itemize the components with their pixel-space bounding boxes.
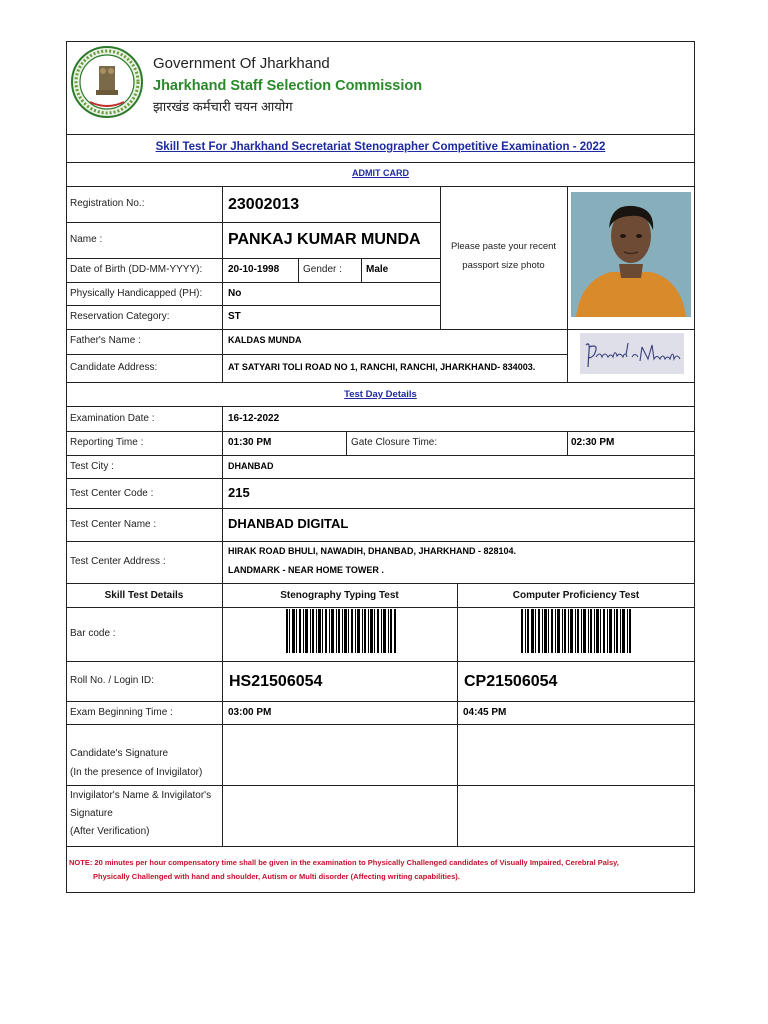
barcode-label: Bar code : bbox=[70, 628, 116, 639]
name-label: Name : bbox=[70, 234, 103, 245]
invigilator-label-2: Signature bbox=[70, 808, 113, 819]
gender-value: Male bbox=[366, 264, 389, 275]
candidate-signature-image bbox=[580, 333, 684, 374]
jssc-emblem-logo bbox=[70, 44, 144, 120]
address-label: Candidate Address: bbox=[70, 362, 158, 373]
government-title: Government Of Jharkhand bbox=[153, 55, 330, 72]
center-name-label: Test Center Name : bbox=[70, 519, 157, 530]
center-name-value: DHANBAD DIGITAL bbox=[228, 516, 349, 531]
invigilator-label-3: (After Verification) bbox=[70, 826, 150, 837]
commission-hindi-title: झारखंड कर्मचारी चयन आयोग bbox=[153, 99, 293, 114]
candidate-signature-label-1: Candidate's Signature bbox=[70, 748, 169, 759]
center-code-value: 215 bbox=[228, 485, 250, 500]
category-value: ST bbox=[228, 311, 241, 322]
roll-label: Roll No. / Login ID: bbox=[70, 675, 154, 686]
center-address-label: Test Center Address : bbox=[70, 556, 166, 567]
dob-value: 20-10-1998 bbox=[228, 264, 280, 275]
candidate-signature-label-2: (In the presence of Invigilator) bbox=[70, 767, 203, 778]
commission-title: Jharkhand Staff Selection Commission bbox=[153, 78, 423, 94]
gate-closure-label: Gate Closure Time: bbox=[351, 437, 438, 448]
photo-note-line1: Please paste your recent bbox=[450, 241, 557, 252]
admit-card-heading: ADMIT CARD bbox=[352, 168, 409, 178]
roll-steno-value: HS21506054 bbox=[229, 673, 323, 690]
gender-label: Gender : bbox=[303, 264, 342, 275]
test-city-label: Test City : bbox=[70, 461, 114, 472]
skill-col-header: Skill Test Details bbox=[104, 590, 184, 601]
ph-value: No bbox=[228, 288, 242, 299]
begin-cp-value: 04:45 PM bbox=[463, 707, 507, 718]
exam-title: Skill Test For Jharkhand Secretariat Stenographer Competitive Examination - 2022 bbox=[155, 141, 606, 153]
photo-note-line2: passport size photo bbox=[462, 260, 545, 271]
ph-label: Physically Handicapped (PH): bbox=[70, 288, 203, 299]
begin-time-label: Exam Beginning Time : bbox=[70, 707, 173, 718]
gate-closure-value: 02:30 PM bbox=[571, 437, 615, 448]
center-address-line1: HIRAK ROAD BHULI, NAWADIH, DHANBAD, JHARKHAND - 828104. bbox=[228, 546, 517, 556]
dob-label: Date of Birth (DD-MM-YYYY): bbox=[70, 264, 203, 275]
address-value: AT SATYARI TOLI ROAD NO 1, RANCHI, RANCHI, JHARKHAND- 834003. bbox=[228, 362, 536, 372]
cp-barcode bbox=[521, 609, 631, 653]
father-name-label: Father's Name : bbox=[70, 335, 141, 346]
category-label: Reservation Category: bbox=[70, 311, 170, 322]
reporting-time-label: Reporting Time : bbox=[70, 437, 144, 448]
note-line1: NOTE: 20 minutes per hour compensatory time shall be given in the examination to Physically Challenged candidates of Visually Impaired, Cerebral Palsy, bbox=[69, 858, 619, 867]
reporting-time-value: 01:30 PM bbox=[228, 437, 272, 448]
cp-col-header: Computer Proficiency Test bbox=[512, 590, 640, 601]
name-value: PANKAJ KUMAR MUNDA bbox=[228, 231, 421, 248]
registration-label: Registration No.: bbox=[70, 198, 145, 209]
steno-barcode bbox=[286, 609, 396, 653]
center-address-line2: LANDMARK - NEAR HOME TOWER . bbox=[228, 565, 384, 575]
candidate-photo bbox=[571, 192, 691, 317]
father-name-value: KALDAS MUNDA bbox=[228, 335, 302, 345]
invigilator-label-1: Invigilator's Name & Invigilator's bbox=[70, 790, 212, 801]
test-city-value: DHANBAD bbox=[228, 461, 274, 471]
roll-cp-value: CP21506054 bbox=[464, 673, 558, 690]
begin-steno-value: 03:00 PM bbox=[228, 707, 272, 718]
registration-value: 23002013 bbox=[228, 196, 300, 213]
steno-col-header: Stenography Typing Test bbox=[280, 590, 399, 601]
test-day-heading: Test Day Details bbox=[344, 389, 417, 400]
center-code-label: Test Center Code : bbox=[70, 488, 154, 499]
exam-date-label: Examination Date : bbox=[70, 413, 155, 424]
note-line2: Physically Challenged with hand and shoulder, Autism or Multi disorder (Affecting writing capabilities). bbox=[93, 872, 460, 881]
exam-date-value: 16-12-2022 bbox=[228, 413, 280, 424]
